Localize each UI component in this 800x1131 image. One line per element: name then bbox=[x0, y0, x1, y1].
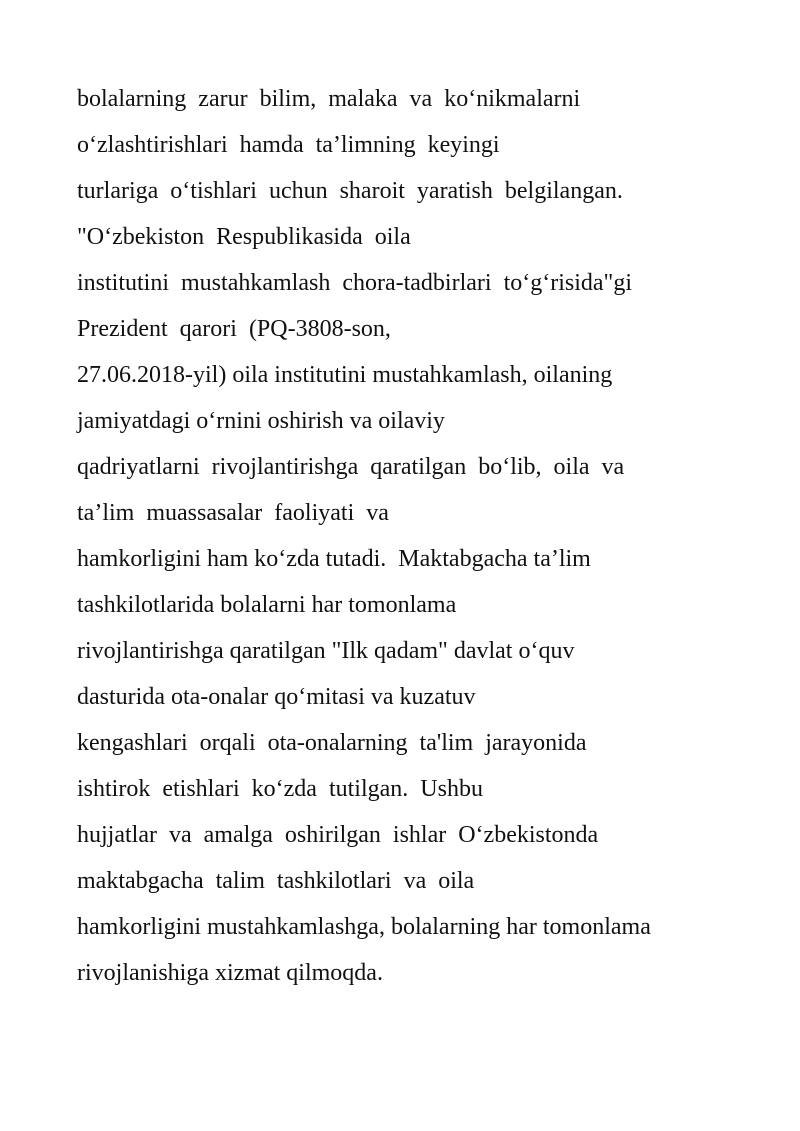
text-line-1: bolalarning zarur bilim, malaka va ko‘nikmalarni bbox=[77, 86, 581, 112]
text-line-5: institutini mustahkamlash chora-tadbirlari to‘g‘risida"gi bbox=[77, 270, 633, 296]
text-line-8: jamiyatdagi o‘rnini oshirish va oilaviy bbox=[77, 408, 445, 434]
text-line-7: 27.06.2018-yil) oila institutini mustahkamlash, oilaning bbox=[77, 362, 613, 388]
text-line-13: rivojlantirishga qaratilgan "Ilk qadam" davlat o‘quv bbox=[77, 638, 575, 664]
text-line-9: qadriyatlarni rivojlantirishga qaratilgan bo‘lib, oila va bbox=[77, 454, 625, 480]
text-line-3: turlariga o‘tishlari uchun sharoit yaratish belgilangan. bbox=[77, 178, 623, 204]
text-line-12: tashkilotlarida bolalarni har tomonlama bbox=[77, 592, 457, 618]
text-line-10: ta’lim muassasalar faoliyati va bbox=[77, 500, 389, 526]
text-line-15: kengashlari orqali ota-onalarning ta'lim jarayonida bbox=[77, 730, 587, 756]
text-line-16: ishtirok etishlari ko‘zda tutilgan. Ushbu bbox=[77, 776, 483, 802]
text-line-20: rivojlanishiga xizmat qilmoqda. bbox=[77, 960, 383, 986]
text-line-2: o‘zlashtirishlari hamda ta’limning keyingi bbox=[77, 132, 500, 158]
text-line-4: "O‘zbekiston Respublikasida oila bbox=[77, 224, 411, 250]
text-line-17: hujjatlar va amalga oshirilgan ishlar O‘zbekistonda bbox=[77, 822, 599, 848]
text-line-14: dasturida ota-onalar qo‘mitasi va kuzatuv bbox=[77, 684, 476, 710]
text-line-18: maktabgacha talim tashkilotlari va oila bbox=[77, 868, 475, 894]
text-line-6: Prezident qarori (PQ-3808-son, bbox=[77, 316, 391, 342]
text-line-11: hamkorligini ham ko‘zda tutadi. Maktabgacha ta’lim bbox=[77, 546, 591, 572]
body-text bbox=[77, 76, 777, 996]
text-line-19: hamkorligini mustahkamlashga, bolalarning har tomonlama bbox=[77, 914, 651, 940]
